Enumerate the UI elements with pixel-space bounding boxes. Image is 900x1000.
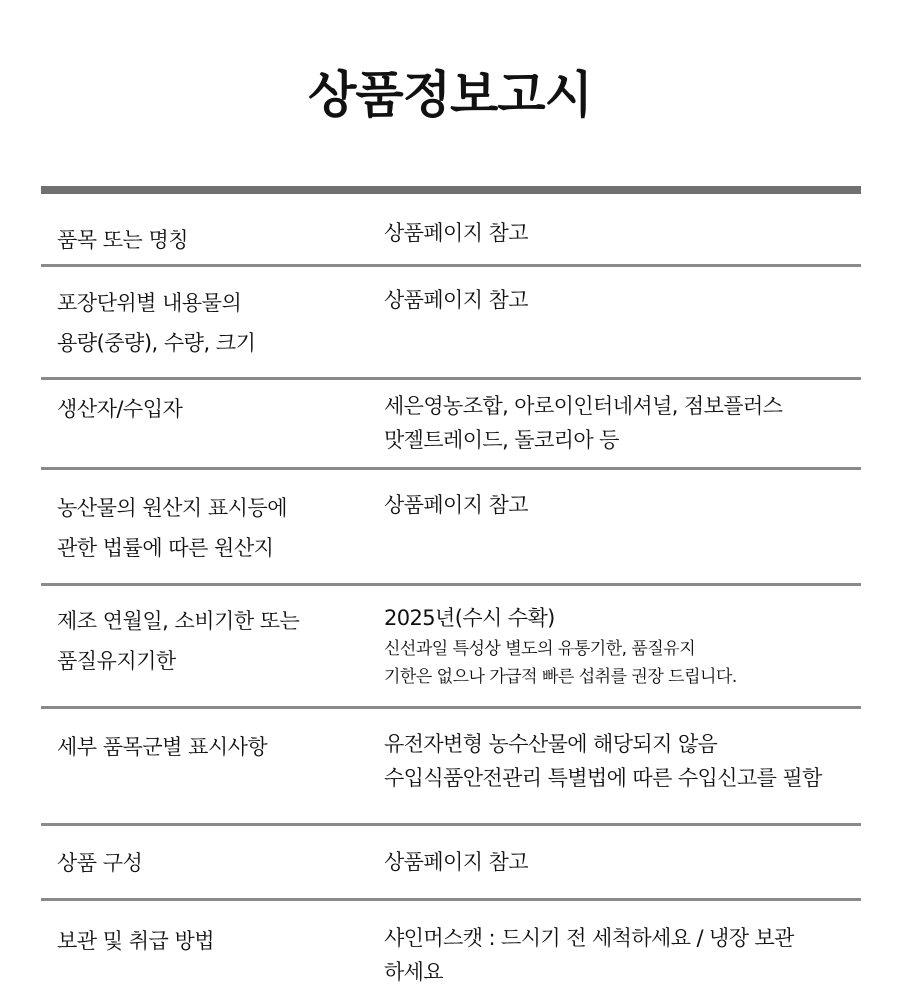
row-label-line: 관한 법률에 따른 원산지 xyxy=(57,536,274,560)
row-value xyxy=(384,845,864,879)
row-value-line: 샤인머스캣 : 드시기 전 세척하세요 / 냉장 보관 xyxy=(384,926,794,950)
row-label xyxy=(57,389,357,429)
row-value-line: 상품페이지 참고 xyxy=(384,850,528,874)
row-value-line: 상품페이지 참고 xyxy=(384,493,528,517)
row-label-line: 품질유지기한 xyxy=(57,649,176,673)
row-value-line: 2025년(수시 수확) xyxy=(384,606,555,630)
row-value xyxy=(384,216,864,250)
row-value-line: 세은영농조합, 아로이인터네셔널, 점보플러스 xyxy=(384,394,783,418)
row-value-line: 상품페이지 참고 xyxy=(384,221,528,245)
row-value-line: 하세요 xyxy=(384,960,444,984)
row-value-line: 수입식품안전관리 특별법에 따른 수입신고를 필함 xyxy=(384,766,822,790)
row-value-line: 상품페이지 참고 xyxy=(384,288,528,312)
row-divider xyxy=(41,823,861,826)
row-divider xyxy=(41,264,861,267)
row-value xyxy=(384,601,864,691)
row-divider xyxy=(41,377,861,380)
row-divider xyxy=(41,467,861,470)
row-value-note: 기한은 없으나 가급적 빠른 섭취를 권장 드립니다. xyxy=(384,667,737,687)
row-label-line: 포장단위별 내용물의 xyxy=(57,291,242,315)
row-label-line: 상품 구성 xyxy=(57,851,143,875)
row-label xyxy=(57,488,357,568)
row-value-line: 맛젤트레이드, 돌코리아 등 xyxy=(384,428,619,452)
row-divider xyxy=(41,706,861,709)
row-divider xyxy=(41,583,861,586)
row-label-line: 세부 품목군별 표시사항 xyxy=(57,735,268,759)
row-value-line: 유전자변형 농수산물에 해당되지 않음 xyxy=(384,732,718,756)
row-label xyxy=(57,727,357,767)
row-label xyxy=(57,220,357,260)
row-label-line: 농산물의 원산지 표시등에 xyxy=(57,496,287,520)
row-value xyxy=(384,921,864,989)
table-top-rule xyxy=(41,186,861,194)
row-label-line: 용량(중량), 수량, 크기 xyxy=(57,331,256,355)
row-label-line: 품목 또는 명칭 xyxy=(57,228,189,252)
row-label xyxy=(57,921,357,961)
row-value xyxy=(384,488,864,522)
row-label xyxy=(57,601,357,681)
row-label xyxy=(57,283,357,363)
row-divider xyxy=(41,898,861,901)
row-label-line: 보관 및 취급 방법 xyxy=(57,929,215,953)
row-value-note: 신선과일 특성상 별도의 유통기한, 품질유지 xyxy=(384,639,696,659)
row-label-line: 제조 연월일, 소비기한 또는 xyxy=(57,609,300,633)
page-title: 상품정보고시 xyxy=(308,66,592,124)
row-label-line: 생산자/수입자 xyxy=(57,397,183,421)
row-value xyxy=(384,283,864,317)
row-label xyxy=(57,843,357,883)
row-value xyxy=(384,389,864,457)
row-value xyxy=(384,727,864,795)
